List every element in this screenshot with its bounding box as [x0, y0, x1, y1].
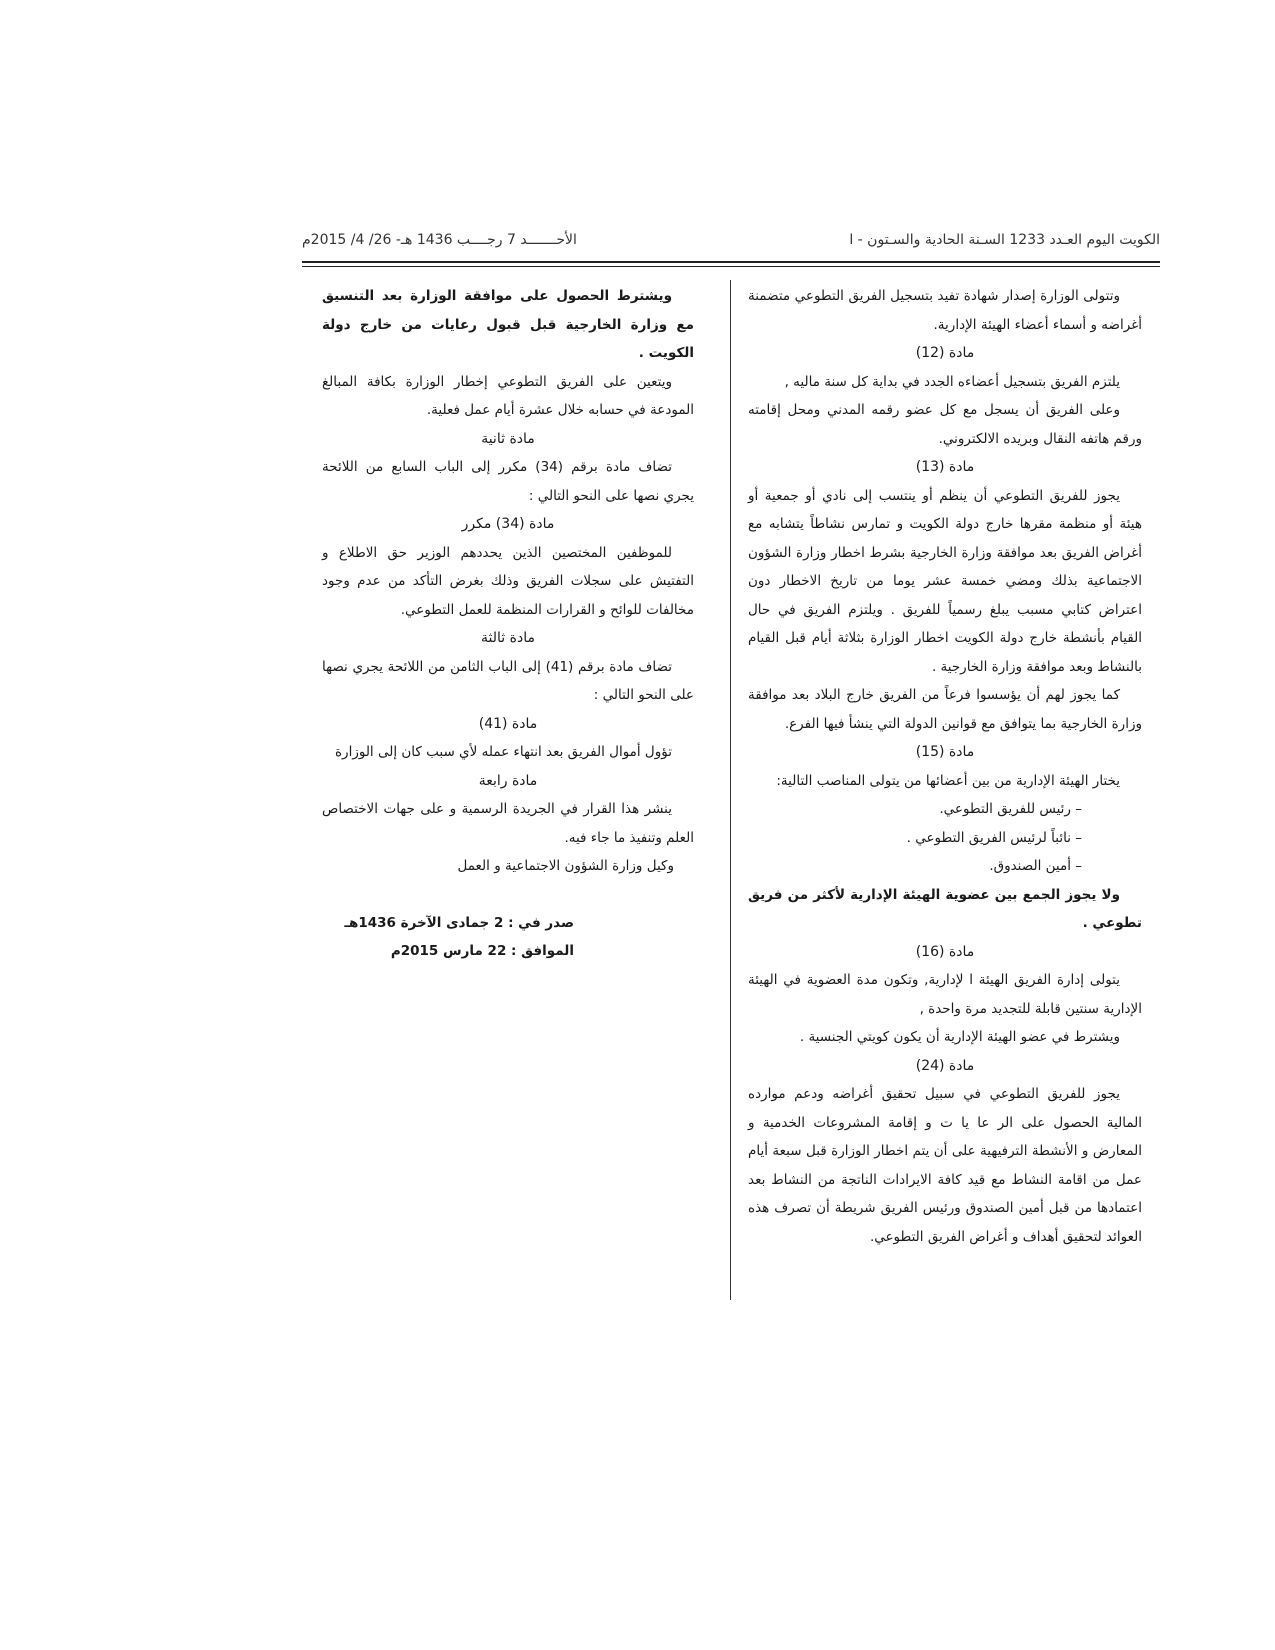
header-publication-info: الكويت اليوم العـدد 1233 السـنة الحادية والسـتون - ا — [849, 232, 1160, 248]
paragraph-publication: ينشر هذا القرار في الجريدة الرسمية و على جهات الاختصاص العلم وتنفيذ ما جاء فيه. — [322, 801, 694, 846]
article-15-paragraph: يختار الهيئة الإدارية من بين أعضائها من يتولى المناصب التالية: — [776, 772, 1120, 789]
page-header — [302, 226, 1160, 254]
article-16-paragraph-a: يتولى إدارة الفريق الهيئة ا لإدارية, وتكون مدة العضوية في الهيئة الإدارية سنتين قابلة للتجديد مرة واحدة , — [748, 972, 1142, 1017]
paragraph-article-41-addition: تضاف مادة برقم (41) إلى الباب الثامن من اللائحة يجري نصها على النحو التالي : — [322, 658, 694, 703]
paragraph-deposits: ويتعين على الفريق التطوعي إخطار الوزارة بكافة المبالغ المودعة في حسابه خلال عشرة أيام عمل فعلية. — [322, 373, 694, 418]
signature: وكيل وزارة الشؤون الاجتماعية و العمل — [457, 858, 674, 874]
header-rule-bottom — [302, 266, 1160, 267]
paragraph-certificate: وتتولى الوزارة إصدار شهادة تفيد بتسجيل الفريق التطوعي متضمنة أغراضه و أسماء أعضاء الهيئة الإدارية. — [748, 288, 1142, 333]
paragraph-funds: تؤول أموال الفريق بعد انتهاء عمله لأي سبب كان إلى الوزارة — [334, 744, 672, 760]
article-13-heading: مادة (13) — [915, 459, 975, 475]
right-column — [748, 282, 1142, 1251]
column-divider — [730, 280, 731, 1300]
left-column — [322, 282, 694, 966]
article-13-paragraph-b: كما يجوز لهم أن يؤسسوا فرعاً من الفريق خارج البلاد بعد موافقة وزارة الخارجية بما يتوافق مع قوانين الدولة التي ينشأ فيها الفرع. — [748, 687, 1142, 732]
list-item: – أمين الصندوق. — [989, 858, 1082, 874]
paragraph-inspection: للموظفين المختصين الذين يحددهم الوزير حق الاطلاع و التفتيش على سجلات الفريق وذلك بغرض التأكد من عدم وجود مخالفات للوائح و القرارات المنظمة للعمل التطوعي. — [322, 544, 694, 618]
article-16-heading: مادة (16) — [915, 943, 975, 960]
corresponding-date: الموافق : 22 مارس 2015م — [390, 943, 574, 959]
issued-date: صدر في : 2 جمادى الآخرة 1436هـ — [344, 914, 574, 931]
article-15-paragraph-b: ولا يجوز الجمع بين عضوية الهيئة الإدارية لأكثر من فريق تطوعي . — [748, 886, 1142, 931]
article-15-heading: مادة (15) — [915, 744, 975, 760]
paragraph-article-34-addition: تضاف مادة برقم (34) مكرر إلى الباب السابع من اللائحة يجري نصها على النحو التالي : — [322, 459, 694, 504]
article-24-heading: مادة (24) — [915, 1057, 975, 1074]
article-34-bis-heading: مادة (34) مكرر — [461, 516, 555, 532]
fourth-article-heading: مادة رابعة — [478, 772, 538, 789]
header-date: الأحـــــــد 7 رجــــب 1436 هـ- 26/ 4/ 2015م — [302, 232, 577, 248]
article-13-paragraph-a: يجوز للفريق التطوعي أن ينظم أو ينتسب إلى نادي أو جمعية أو هيئة أو منظمة مقرها خارج دولة الكويت و تمارس نشاطاً يتشابه مع أغراض الفريق بعد موافقة وزارة الخارجية بشرط اخطار وزارة الشؤون الاجتماعية بذلك ومضي خمسة عشر يوما من تاريخ الاخطار دون اعتراض كتابي مسبب يبلغ رسمياً للفريق . ويلتزم الفريق في حال القيام بأنشطة خارج دولة الكويت اخطار الوزارة بثلاثة أيام قبل القيام بالنشاط وبعد موافقة وزارة الخارجية . — [748, 487, 1142, 675]
list-item: – نائباً لرئيس الفريق التطوعي . — [906, 829, 1082, 846]
paragraph-sponsorship: ويشترط الحصول على موافقة الوزارة بعد التنسيق مع وزارة الخارجية قبل قبول رعايات من خارج دولة الكويت . — [322, 288, 694, 361]
spacer — [322, 881, 694, 909]
third-article-heading: مادة ثالثة — [481, 630, 535, 646]
second-article-heading: مادة ثانية — [481, 430, 535, 447]
article-24-paragraph: يجوز للفريق التطوعي في سبيل تحقيق أغراضه ودعم موارده المالية الحصول على الر عا يا ت و إقامة المشروعات الخدمية و المعارض و الأنشطة الترفيهية على أن يتم اخطار الوزارة قبل سبعة أيام عمل من اقامة النشاط مع قيد كافة الايرادات الناتجة من النشاط بعد اعتمادها من قبل أمين الصندوق ورئيس الفريق شريطة أن تصرف هذه العوائد لتحقيق أهداف و أغراض الفريق التطوعي. — [748, 1086, 1142, 1245]
header-rule-top — [302, 261, 1160, 263]
article-16-paragraph-b: ويشترط في عضو الهيئة الإدارية أن يكون كويتي الجنسية . — [799, 1029, 1120, 1045]
article-12-heading: مادة (12) — [915, 345, 975, 361]
list-item: – رئيس للفريق التطوعي. — [939, 801, 1082, 817]
article-12-paragraph-a: يلتزم الفريق بتسجيل أعضاءه الجدد في بداية كل سنة ماليه , — [784, 373, 1120, 390]
article-41-heading: مادة (41) — [478, 715, 538, 732]
article-12-paragraph-b: وعلى الفريق أن يسجل مع كل عضو رقمه المدني ومحل إقامته ورقم هاتفه النقال وبريده الالكتروني. — [748, 402, 1142, 447]
